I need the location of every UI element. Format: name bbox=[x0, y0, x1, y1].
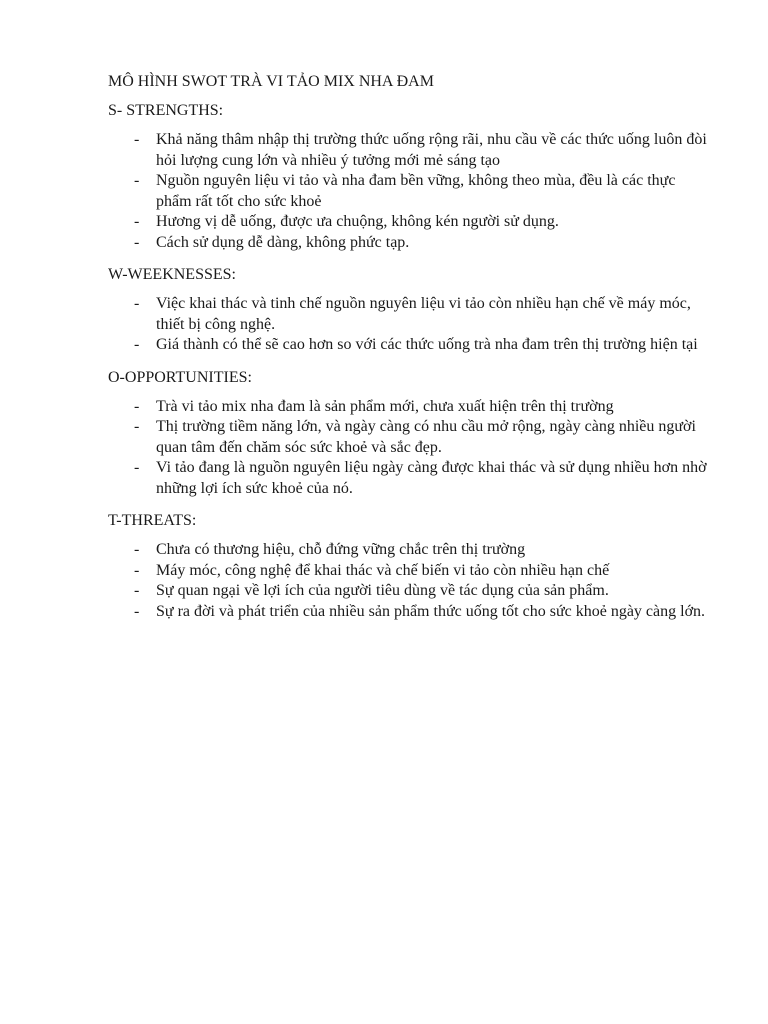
section-opportunities bbox=[108, 366, 708, 500]
list-item-text: Việc khai thác và tinh chế nguồn nguyên liệu vi tảo còn nhiều hạn chế về máy móc, thiết bị công nghệ. bbox=[156, 295, 691, 333]
bullet-dash: - bbox=[134, 459, 140, 476]
bullet-dash: - bbox=[134, 336, 140, 353]
section-heading-opportunities: O-OPPORTUNITIES: bbox=[108, 368, 252, 386]
list-item-text: Khả năng thâm nhập thị trường thức uống rộng rãi, nhu cầu về các thức uống luôn đòi hỏi lượng cung lớn và nhiều ý tưởng mới mẻ sáng tạo bbox=[156, 131, 707, 169]
bullet-list-weaknesses bbox=[108, 294, 708, 356]
section-strengths bbox=[108, 99, 708, 253]
list-item bbox=[108, 397, 708, 418]
list-item bbox=[108, 130, 708, 171]
list-item-text: Giá thành có thể sẽ cao hơn so với các thức uống trà nha đam trên thị trường hiện tại bbox=[156, 336, 698, 353]
bullet-dash: - bbox=[134, 295, 140, 312]
list-item bbox=[108, 294, 708, 335]
section-heading-strengths: S- STRENGTHS: bbox=[108, 102, 224, 119]
section-heading-weaknesses: W-WEEKNESSES: bbox=[108, 266, 236, 283]
bullet-dash: - bbox=[134, 582, 140, 599]
section-heading-threats: T-THREATS: bbox=[108, 512, 197, 529]
list-item-text: Sự ra đời và phát triển của nhiều sản phẩm thức uống tốt cho sức khoẻ ngày càng lớn. bbox=[156, 602, 706, 620]
bullet-dash: - bbox=[134, 233, 140, 251]
bullet-dash: - bbox=[134, 418, 140, 435]
list-item bbox=[108, 581, 708, 602]
list-item-text: Cách sử dụng dễ dàng, không phức tạp. bbox=[156, 233, 410, 251]
bullet-list-strengths bbox=[108, 130, 708, 253]
list-item-text: Hương vị dễ uống, được ưa chuộng, không kén người sử dụng. bbox=[156, 213, 559, 230]
bullet-dash: - bbox=[134, 602, 140, 620]
list-item-text: Nguồn nguyên liệu vi tảo và nha đam bền vững, không theo mùa, đều là các thực phẩm rất tốt cho sức khoẻ bbox=[156, 172, 676, 210]
list-item bbox=[108, 417, 708, 458]
list-item bbox=[108, 540, 708, 561]
list-item bbox=[108, 602, 708, 623]
list-item-text: Vi tảo đang là nguồn nguyên liệu ngày càng được khai thác và sử dụng nhiều hơn nhờ những lợi ích sức khoẻ của nó. bbox=[156, 459, 707, 497]
list-item-text: Trà vi tảo mix nha đam là sản phẩm mới, chưa xuất hiện trên thị trường bbox=[156, 397, 614, 415]
list-item bbox=[108, 212, 708, 233]
bullet-list-opportunities bbox=[108, 397, 708, 500]
bullet-dash: - bbox=[134, 397, 140, 415]
bullet-dash: - bbox=[134, 213, 140, 230]
list-item bbox=[108, 171, 708, 212]
list-item-text: Máy móc, công nghệ để khai thác và chế biến vi tảo còn nhiều hạn chế bbox=[156, 561, 610, 579]
bullet-list-threats bbox=[108, 540, 708, 622]
list-item bbox=[108, 561, 708, 582]
list-item-text: Chưa có thương hiệu, chỗ đứng vững chắc trên thị trường bbox=[156, 541, 526, 558]
document-title: MÔ HÌNH SWOT TRÀ VI TẢO MIX NHA ĐAM bbox=[108, 73, 434, 90]
document-body bbox=[108, 70, 708, 622]
bullet-dash: - bbox=[134, 561, 140, 579]
bullet-dash: - bbox=[134, 131, 140, 148]
list-item bbox=[108, 458, 708, 499]
list-item bbox=[108, 233, 708, 254]
list-item bbox=[108, 335, 708, 356]
list-item-text: Thị trường tiềm năng lớn, và ngày càng có nhu cầu mở rộng, ngày càng nhiều người quan tâm đến chăm sóc sức khoẻ và sắc đẹp. bbox=[156, 418, 696, 456]
bullet-dash: - bbox=[134, 172, 140, 189]
bullet-dash: - bbox=[134, 541, 140, 558]
section-threats bbox=[108, 509, 708, 622]
section-weaknesses bbox=[108, 263, 708, 356]
list-item-text: Sự quan ngại về lợi ích của người tiêu dùng về tác dụng của sản phẩm. bbox=[156, 582, 609, 599]
